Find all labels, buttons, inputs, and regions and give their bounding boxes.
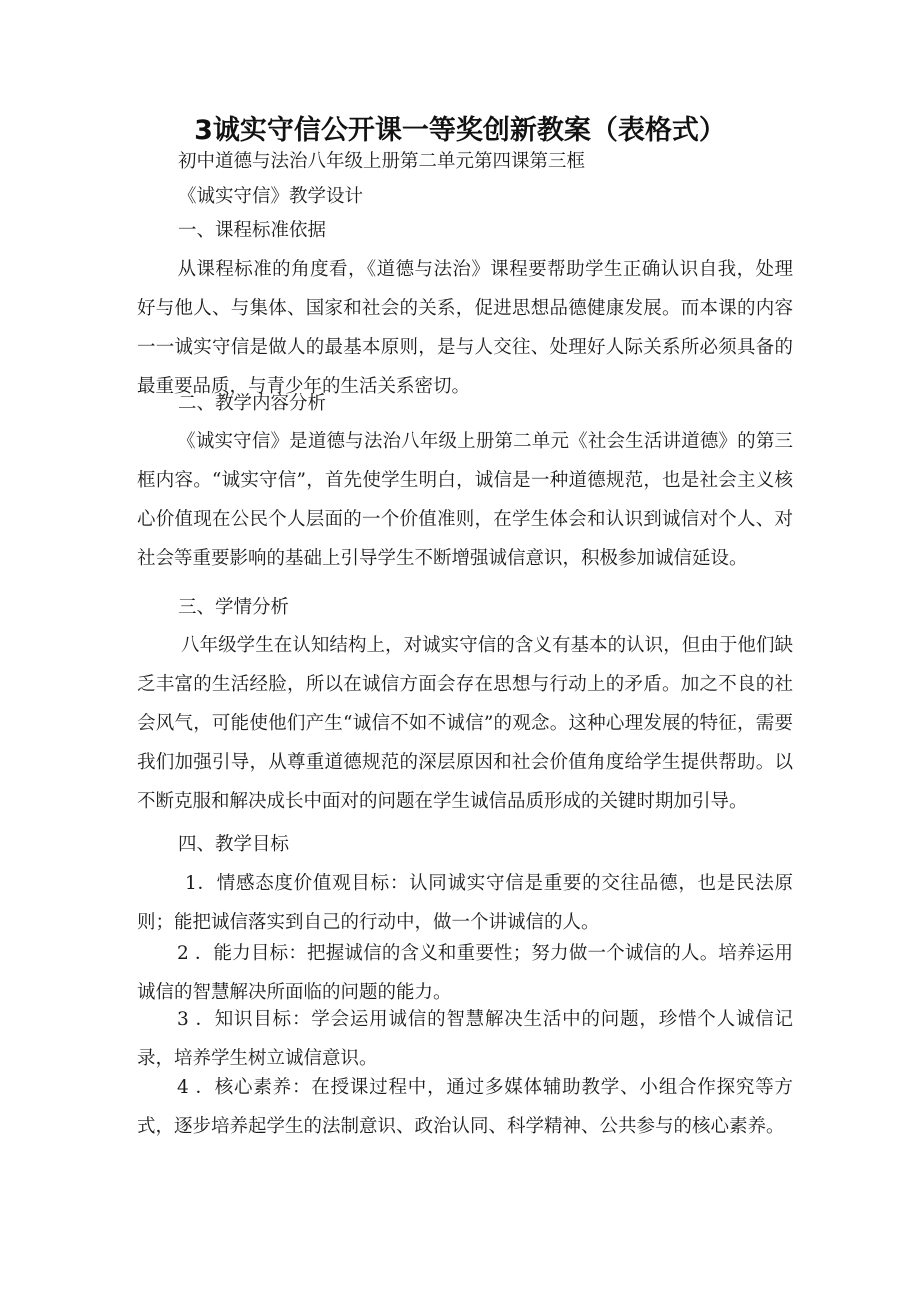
subtitle-line-1: 初中道德与法治八年级上册第二单元第四课第三框 — [178, 151, 586, 172]
objective-item — [137, 864, 793, 942]
objective-item-text: 4 ．核心素养：在授课过程中，通过多媒体辅助教学、小组合作探究等方式，逐步培养起学生的法制意识、政治认同、科学精神、公共参与的核心素养。 — [137, 1077, 793, 1137]
section-body-text: 从课程标准的角度看，《道德与法治》课程要帮助学生正确认识自我，处理好与他人、与集体、国家和社会的关系，促进思想品德健康发展。而本课的内容一一诚实守信是做人的最基本原则，是与人交往、处理好人际关系所必须具备的最重要品质，与青少年的生活关系密切。 — [137, 259, 793, 397]
objective-item-text: 1．情感态度价值观目标：认同诚实守信是重要的交往品德，也是民法原则；能把诚信落实到自己的行动中，做一个讲诚信的人。 — [137, 873, 793, 933]
section-body — [137, 250, 793, 406]
objective-item — [137, 1068, 793, 1146]
section-heading: 三、学情分析 — [178, 597, 290, 618]
section-heading: 四、教学目标 — [178, 834, 290, 855]
section-body — [137, 626, 793, 821]
objective-item-text: 2 ．能力目标：把握诚信的含义和重要性；努力做一个诚信的人。培养运用诚信的智慧解决所面临的问题的能力。 — [137, 943, 793, 1003]
section-body-text: 《诚实守信》是道德与法治八年级上册第二单元《社会生活讲道德》的第三框内容。“诚实守信”，首先使学生明白，诚信是一种道德规范，也是社会主义核心价值现在公民个人层面的一个价值准则，在学生体会和认识到诚信对个人、对社会等重要影响的基础上引导学生不断增强诚信意识，积极参加诚信延设。 — [137, 431, 793, 569]
subtitle-line-2: 《诚实守信》教学设计 — [178, 186, 364, 207]
objective-item — [137, 1000, 793, 1078]
section-heading: 一、课程标准依据 — [178, 220, 327, 241]
section-body — [137, 422, 793, 578]
section-heading: 二、教学内容分析 — [178, 393, 327, 414]
section-body-text: 八年级学生在认知结构上，对诚实守信的含义有基本的认识，但由于他们缺乏丰富的生活经脸，所以在诚信方面会存在思想与行动上的矛盾。加之不良的社会风气，可能使他们产生“诚信不如不诚信”的观念。这种心理发展的特征，需要我们加强引导，从尊重道德规范的深层原因和社会价值角度给学生提供帮助。以不断克服和解决成长中面对的问题在学生诚信品质形成的关键时期加引导。 — [137, 635, 793, 812]
document-title: 3诚实守信公开课一等奖创新教案（表格式） — [194, 115, 726, 146]
objective-item-text: 3 ．知识目标：学会运用诚信的智慧解决生活中的问题，珍惜个人诚信记录，培养学生树立诚信意识。 — [137, 1009, 793, 1069]
